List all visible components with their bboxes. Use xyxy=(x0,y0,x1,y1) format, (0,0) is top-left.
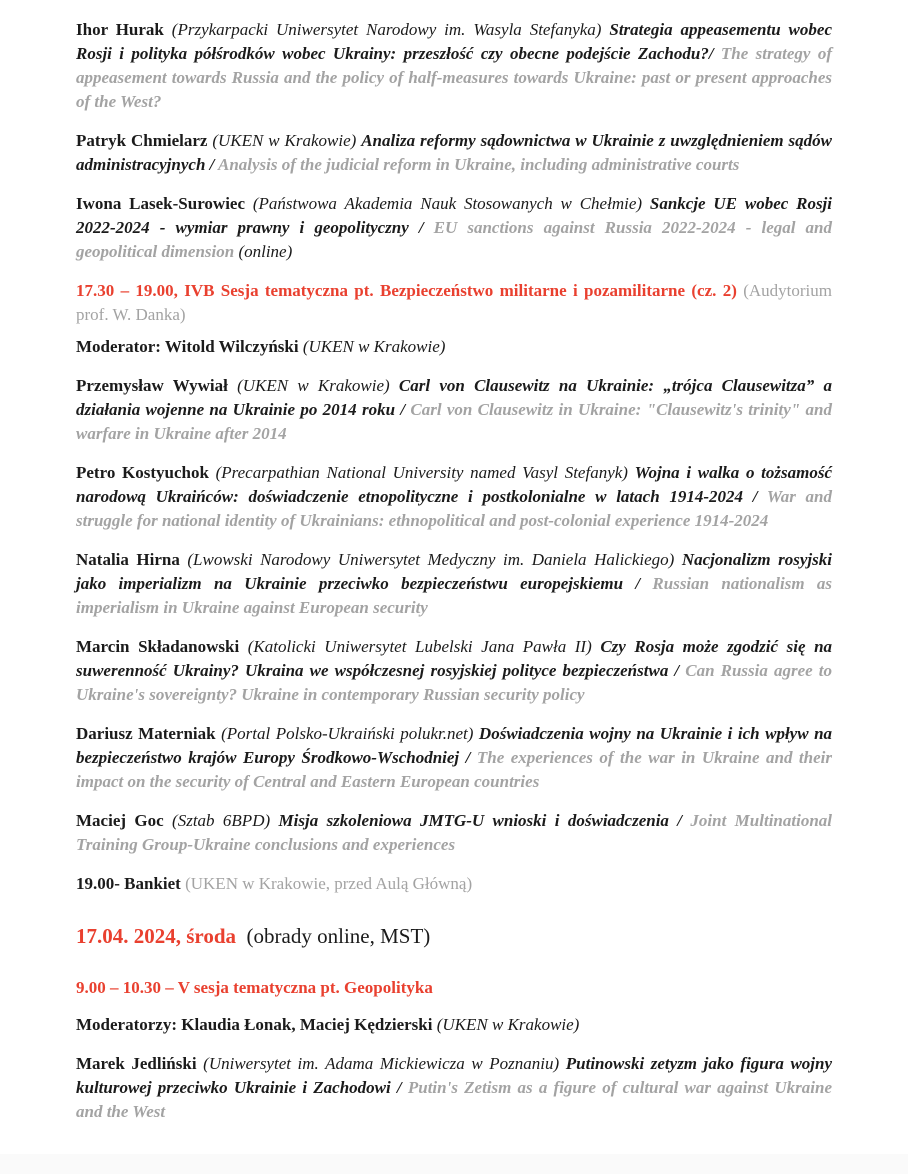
date-heading xyxy=(76,922,832,950)
program-entry xyxy=(76,192,832,264)
talk-title-english: War and struggle for national identity of Ukrainians: ethnopolitical and post-colonial experience 1914-2024 xyxy=(76,487,833,530)
program-entry xyxy=(76,635,832,707)
banquet-line xyxy=(76,872,832,896)
affiliation: (UKEN w Krakowie) xyxy=(237,376,390,395)
affiliation: (Uniwersytet im. Adama Mickiewicza w Poznaniu) xyxy=(203,1054,560,1073)
talk-title-polish: Wojna i walka o tożsamość narodową Ukraińców: doświadczenie etnopolityczne i postkolonialne w latach 1914-2024 / xyxy=(76,463,833,506)
affiliation: (online) xyxy=(238,242,293,261)
affiliation: (Katolicki Uniwersytet Lubelski Jana Pawła II) xyxy=(247,637,592,656)
plain-text xyxy=(228,376,237,395)
plain-text xyxy=(674,550,682,569)
talk-title-polish: Analiza reformy sądownictwa w Ukrainie z uwzględnieniem sądów administracyjnych / xyxy=(76,131,833,174)
moderator-line xyxy=(76,335,832,359)
event-label: Moderator: Witold Wilczyński xyxy=(76,337,303,356)
plain-text xyxy=(164,20,172,39)
program-entry xyxy=(76,374,832,446)
talk-title-polish: Doświadczenia wojny na Ukrainie i ich wpływ na bezpieczeństwo krajów Europy Środkowo-Wschodniej / xyxy=(76,724,833,767)
speaker-name: Marek Jedliński xyxy=(76,1054,197,1073)
plain-text xyxy=(390,376,399,395)
moderator-line xyxy=(76,1013,832,1037)
speaker-name: Iwona Lasek-Surowiec xyxy=(76,194,246,213)
talk-title-polish: Nacjonalizm rosyjski jako imperializm na Ukrainie przeciwko bezpieczeństwu europejskiemu / xyxy=(76,550,832,593)
talk-title-polish: Misja szkoleniowa JMTG-U wnioski i doświadczenia / xyxy=(278,811,683,830)
event-label: 19.00- Bankiet xyxy=(76,874,181,893)
speaker-name: Ihor Hurak xyxy=(76,20,164,39)
talk-title-polish: Czy Rosja może zgodzić się na suwerenność Ukrainy? Ukraina we współczesnej rosyjskiej polityce bezpieczeństwa / xyxy=(76,637,833,680)
session-title: 17.04. 2024, środa xyxy=(76,924,237,948)
plain-text xyxy=(270,811,278,830)
venue-note: (UKEN w Krakowie, przed Aulą Główną) xyxy=(180,874,473,893)
speaker-name: Patryk Chmielarz xyxy=(76,131,208,150)
speaker-name: Marcin Składanowski xyxy=(76,637,240,656)
talk-title-polish: Carl von Clausewitz na Ukrainie: „trójca Clausewitza” a działania wojenne na Ukrainie po 2014 roku / xyxy=(76,376,833,419)
talk-title-english: Russian nationalism as imperialism in Ukraine against European security xyxy=(76,574,832,617)
plain-text xyxy=(239,637,248,656)
program-entry xyxy=(76,809,832,857)
plain-text xyxy=(559,1054,566,1073)
plain-text xyxy=(164,811,172,830)
talk-title-english: Joint Multinational Training Group-Ukraine conclusions and experiences xyxy=(76,811,832,854)
speaker-name: Przemysław Wywiał xyxy=(76,376,228,395)
program-entry xyxy=(76,18,832,114)
affiliation: (Przykarpacki Uniwersytet Narodowy im. Wasyla Stefanyka) xyxy=(171,20,602,39)
affiliation: (Precarpathian National University named Vasyl Stefanyk) xyxy=(215,463,628,482)
talk-title-english: EU sanctions against Russia 2022-2024 - legal and geopolitical dimension xyxy=(76,218,833,261)
affiliation: (Portal Polsko-Ukraiński polukr.net) xyxy=(221,724,474,743)
session-title: 17.30 – 19.00, IVB Sesja tematyczna pt. Bezpieczeństwo militarne i pozamilitarne (cz. 2) xyxy=(76,281,737,300)
program-entry xyxy=(76,1052,832,1124)
talk-title-english: Analysis of the judicial reform in Ukraine, including administrative courts xyxy=(214,155,740,174)
program-entry xyxy=(76,129,832,177)
program-entry xyxy=(76,548,832,620)
talk-title-polish: Strategia appeasementu wobec Rosji i polityka półśrodków wobec Ukrainy: przeszłość czy obecne podejście Zachodu?/ xyxy=(76,20,832,63)
affiliation: (Lwowski Narodowy Uniwersytet Medyczny im. Daniela Halickiego) xyxy=(187,550,675,569)
talk-title-english: Carl von Clausewitz in Ukraine: "Clausewitz's trinity" and warfare in Ukraine after 2014 xyxy=(76,400,833,443)
affiliation: (UKEN w Krakowie) xyxy=(212,131,357,150)
plain-text xyxy=(245,194,253,213)
talk-title-english: The strategy of appeasement towards Russia and the policy of half-measures towards Ukraine: past or present approaches of the West? xyxy=(76,44,832,111)
page-bottom-edge xyxy=(0,1154,908,1174)
session-title: 9.00 – 10.30 – V sesja tematyczna pt. Geopolityka xyxy=(76,978,433,997)
session-heading xyxy=(76,279,832,327)
talk-title-english: The experiences of the war in Ukraine and their impact on the security of Central and Eastern European countries xyxy=(76,748,832,791)
talk-title-polish: Sankcje UE wobec Rosji 2022-2024 - wymiar prawny i geopolityczny / xyxy=(76,194,833,237)
venue-note: (Audytorium prof. W. Danka) xyxy=(76,281,832,324)
plain-text: (obrady online, MST) xyxy=(236,924,431,948)
session-heading xyxy=(76,976,832,1000)
plain-text xyxy=(628,463,635,482)
speaker-name: Maciej Goc xyxy=(76,811,164,830)
plain-text xyxy=(642,194,650,213)
affiliation: (Sztab 6BPD) xyxy=(172,811,271,830)
talk-title-polish: Putinowski zetyzm jako figura wojny kulturowej przeciwko Ukrainie i Zachodowi / xyxy=(76,1054,833,1097)
speaker-name: Dariusz Materniak xyxy=(76,724,216,743)
speaker-name: Petro Kostyuchok xyxy=(76,463,209,482)
program-entry xyxy=(76,722,832,794)
program-entry xyxy=(76,461,832,533)
talk-title-english: Can Russia agree to Ukraine's sovereignty? Ukraine in contemporary Russian security policy xyxy=(76,661,832,704)
event-label: Moderatorzy: Klaudia Łonak, Maciej Kędzierski xyxy=(76,1015,437,1034)
talk-title-english: Putin's Zetism as a figure of cultural war against Ukraine and the West xyxy=(76,1078,832,1121)
plain-text xyxy=(209,463,216,482)
affiliation: (UKEN w Krakowie) xyxy=(436,1015,580,1034)
affiliation: (UKEN w Krakowie) xyxy=(302,337,446,356)
speaker-name: Natalia Hirna xyxy=(76,550,180,569)
affiliation: (Państwowa Akademia Nauk Stosowanych w Chełmie) xyxy=(252,194,643,213)
